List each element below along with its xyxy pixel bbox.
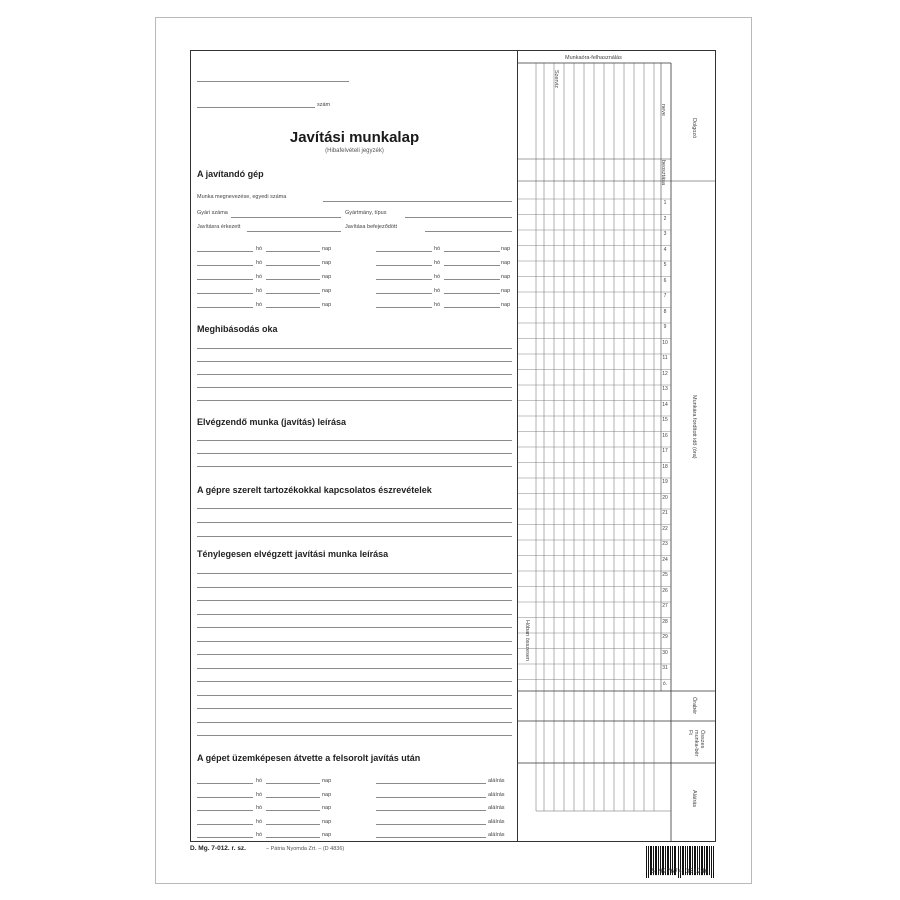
make-field[interactable] xyxy=(405,217,512,218)
signature-label: aláírás xyxy=(488,805,505,811)
day-field[interactable] xyxy=(266,783,320,784)
day-number: 16 xyxy=(662,432,668,439)
ruled-line[interactable] xyxy=(197,695,512,696)
month-label: hó xyxy=(434,260,441,266)
finished-field[interactable] xyxy=(425,231,512,232)
month-field[interactable] xyxy=(376,279,432,280)
hours-total-label: Hóban összesen xyxy=(524,620,530,661)
month-label: hó xyxy=(434,302,441,308)
day-number: 1 xyxy=(663,200,667,206)
month-field[interactable] xyxy=(197,824,253,825)
month-label: hó xyxy=(256,832,263,838)
day-label: nap xyxy=(501,288,511,294)
month-label: hó xyxy=(434,274,441,280)
day-field[interactable] xyxy=(266,293,320,294)
month-label: hó xyxy=(256,274,263,280)
day-number: 6 xyxy=(663,277,667,284)
day-number: 22 xyxy=(662,525,668,532)
day-field[interactable] xyxy=(444,307,500,308)
ruled-line[interactable] xyxy=(197,387,512,388)
labor-usage-header: Munkaóra-felhasználás xyxy=(565,55,622,61)
left-column xyxy=(191,51,518,841)
serial-field[interactable] xyxy=(231,217,341,218)
ruled-line[interactable] xyxy=(197,654,512,655)
month-label: hó xyxy=(256,246,263,252)
day-number: 11 xyxy=(662,355,668,361)
day-field[interactable] xyxy=(266,837,320,838)
work-done-heading: Ténylegesen elvégzett javítási munka leírása xyxy=(197,549,389,559)
day-number: 13 xyxy=(662,386,668,392)
ruled-line[interactable] xyxy=(197,400,512,401)
day-number: 17 xyxy=(662,448,668,454)
month-field[interactable] xyxy=(197,783,253,784)
worker-name-label: neve xyxy=(660,104,666,116)
day-number: 25 xyxy=(662,572,668,578)
month-label: hó xyxy=(256,778,263,784)
day-number: 3 xyxy=(663,231,667,237)
day-number: 31 xyxy=(662,665,668,671)
ruled-line[interactable] xyxy=(197,681,512,682)
form-code: D. Mg. 7-012. r. sz. xyxy=(190,845,246,852)
day-label: nap xyxy=(322,818,332,825)
month-field[interactable] xyxy=(197,810,253,811)
day-label: nap xyxy=(322,791,332,798)
ruled-line[interactable] xyxy=(197,522,512,523)
month-field[interactable] xyxy=(197,307,253,308)
ruled-line[interactable] xyxy=(197,668,512,669)
day-number: 21 xyxy=(662,510,668,516)
day-label: nap xyxy=(322,302,332,308)
day-number: 27 xyxy=(662,603,668,609)
ruled-line[interactable] xyxy=(197,361,512,362)
ruled-line[interactable] xyxy=(197,508,512,509)
day-number: 19 xyxy=(662,479,668,485)
day-field[interactable] xyxy=(444,279,500,280)
page-title: Javítási munkalap xyxy=(289,129,420,146)
day-field[interactable] xyxy=(444,265,500,266)
machine-heading: A javítandó gép xyxy=(197,169,264,179)
day-number: 18 xyxy=(662,463,668,470)
accessories-heading: A gépre szerelt tartozékokkal kapcsolatos észrevételek xyxy=(197,485,432,495)
hours-by-day-label: Munkára fordított idő (óra) xyxy=(691,395,697,459)
day-field[interactable] xyxy=(266,797,320,798)
day-number: 30 xyxy=(662,649,668,656)
ruled-line[interactable] xyxy=(197,735,512,736)
month-field[interactable] xyxy=(197,251,253,252)
make-label: Gyártmány, típus xyxy=(345,210,387,216)
work-name-label: Munka megnevezése, egyedi száma xyxy=(197,194,287,200)
ruled-line[interactable] xyxy=(197,440,512,441)
month-label: hó xyxy=(256,288,263,294)
signature-label: aláírás xyxy=(488,818,505,825)
day-label: nap xyxy=(322,260,332,266)
month-field[interactable] xyxy=(376,293,432,294)
labor-hours-table xyxy=(518,51,715,841)
month-label: hó xyxy=(434,246,441,252)
day-number: 14 xyxy=(662,401,668,408)
month-field[interactable] xyxy=(197,837,253,838)
day-number: 7 xyxy=(663,293,667,299)
month-label: hó xyxy=(434,288,441,294)
service-label: Szerviz xyxy=(553,70,559,89)
arrived-field[interactable] xyxy=(247,231,341,232)
month-field[interactable] xyxy=(376,307,432,308)
day-label: nap xyxy=(501,302,511,308)
day-label: nap xyxy=(501,274,511,280)
month-field[interactable] xyxy=(376,265,432,266)
ruled-line[interactable] xyxy=(197,466,512,467)
day-number: ó. xyxy=(662,680,668,687)
signature-field[interactable] xyxy=(376,783,486,784)
ruled-line[interactable] xyxy=(197,641,512,642)
month-label: hó xyxy=(256,260,263,266)
number-line[interactable] xyxy=(197,107,315,108)
month-field[interactable] xyxy=(197,279,253,280)
total-fee-label: Összes munka-bér Ft xyxy=(687,730,705,757)
day-label: nap xyxy=(322,805,332,811)
day-number: 29 xyxy=(662,634,668,640)
day-label: nap xyxy=(322,246,332,252)
printer-info: – Pátria Nyomda Zrt. – (D 4836) xyxy=(266,846,345,852)
day-field[interactable] xyxy=(444,293,500,294)
ruled-line[interactable] xyxy=(197,374,512,375)
day-number: 10 xyxy=(662,339,668,346)
arrived-label: Javításra érkezett xyxy=(197,224,241,230)
day-number: 9 xyxy=(663,324,667,330)
total-fee-label-wrap xyxy=(687,730,714,758)
day-field[interactable] xyxy=(266,824,320,825)
ruled-line[interactable] xyxy=(197,708,512,709)
worker-position-label: beosztása xyxy=(660,160,666,186)
accepted-heading: A gépet üzemképesen átvette a felsorolt javítás után xyxy=(197,753,421,763)
ruled-line[interactable] xyxy=(197,573,512,574)
day-number: 28 xyxy=(662,618,668,625)
work-to-do-heading: Elvégzendő munka (javítás) leírása xyxy=(197,417,347,427)
labor-grid xyxy=(518,51,715,841)
day-number: 2 xyxy=(663,215,667,222)
signature-field[interactable] xyxy=(376,810,486,811)
ruled-line[interactable] xyxy=(197,627,512,628)
fault-cause-heading: Meghibásodás oka xyxy=(197,324,278,334)
ruled-line[interactable] xyxy=(197,587,512,588)
ruled-line[interactable] xyxy=(197,722,512,723)
hour-rate-label: Órabér xyxy=(691,697,697,715)
day-number: 23 xyxy=(662,541,668,547)
day-field[interactable] xyxy=(266,265,320,266)
ruled-line[interactable] xyxy=(197,536,512,537)
day-number: 24 xyxy=(662,556,668,563)
finished-label: Javítása befejeződött xyxy=(345,224,397,230)
day-number: 4 xyxy=(663,246,667,253)
day-label: nap xyxy=(501,246,511,252)
month-label: hó xyxy=(256,791,263,798)
day-number: 8 xyxy=(663,308,667,315)
day-number: 15 xyxy=(662,417,668,423)
ruled-line[interactable] xyxy=(197,600,512,601)
day-field[interactable] xyxy=(266,251,320,252)
day-field[interactable] xyxy=(266,279,320,280)
day-label: nap xyxy=(322,778,332,784)
ruled-line[interactable] xyxy=(197,453,512,454)
day-number: 5 xyxy=(663,262,667,268)
worker-label: Dolgozó xyxy=(691,118,697,139)
right-signature-label: Aláírás xyxy=(691,790,697,808)
signature-field[interactable] xyxy=(376,824,486,825)
month-label: hó xyxy=(256,818,263,825)
day-label: nap xyxy=(501,260,511,266)
signature-label: aláírás xyxy=(488,791,505,798)
org-line[interactable] xyxy=(197,81,349,82)
day-number: 20 xyxy=(662,494,668,501)
number-label: szám xyxy=(317,102,331,108)
ruled-line[interactable] xyxy=(197,348,512,349)
day-label: nap xyxy=(322,288,332,294)
month-field[interactable] xyxy=(197,265,253,266)
month-field[interactable] xyxy=(197,797,253,798)
signature-label: aláírás xyxy=(488,832,505,838)
repair-worksheet-form xyxy=(190,50,716,842)
signature-field[interactable] xyxy=(376,837,486,838)
month-field[interactable] xyxy=(197,293,253,294)
day-field[interactable] xyxy=(266,810,320,811)
month-label: hó xyxy=(256,302,263,308)
signature-field[interactable] xyxy=(376,797,486,798)
page-subtitle: (Hibafelvételi jegyzék) xyxy=(325,148,384,154)
signature-label: aláírás xyxy=(488,778,505,784)
barcode-number: 5 997674 351246 xyxy=(651,868,709,875)
day-number: 12 xyxy=(662,370,668,377)
serial-label: Gyári száma xyxy=(197,210,228,216)
day-field[interactable] xyxy=(444,251,500,252)
month-field[interactable] xyxy=(376,251,432,252)
day-field[interactable] xyxy=(266,307,320,308)
ruled-line[interactable] xyxy=(197,614,512,615)
work-name-field[interactable] xyxy=(323,201,512,202)
day-label: nap xyxy=(322,274,332,280)
month-label: hó xyxy=(256,805,263,811)
day-label: nap xyxy=(322,832,332,838)
day-number: 26 xyxy=(662,587,668,594)
